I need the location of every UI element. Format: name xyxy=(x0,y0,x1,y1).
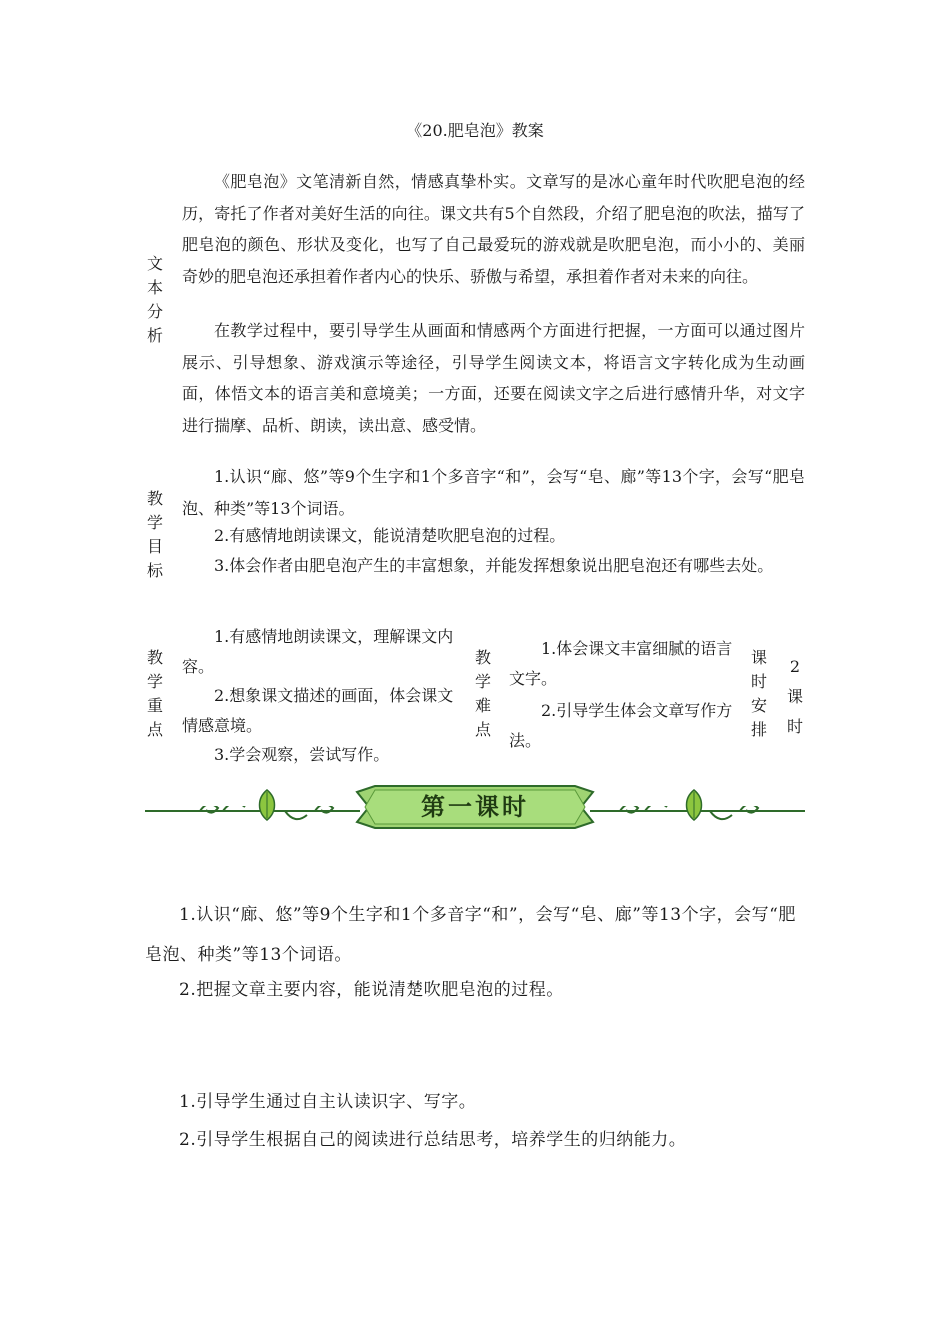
text-analysis-paragraph-2: 在教学过程中，要引导学生从画面和情感两个方面进行把握，一方面可以通过图片展示、引导想象、游戏演示等途径，引导学生阅读文本，将语言文字转化成为生动画面，体悟文本的语言美和意境美；一方面，还要在阅读文字之后进行感情升华，对文字进行揣摩、品析、朗读，读出意、感受情。 xyxy=(182,321,805,435)
difficulty-2: 2.引导学生体会文章写作方法。 xyxy=(509,701,733,750)
teaching-goals-label: 教 学 目 标 xyxy=(146,489,163,580)
key-point-1: 1.有感情地朗读课文，理解课文内容。 xyxy=(182,627,454,676)
text-analysis-paragraph-1: 《肥皂泡》文笔清新自然，情感真挚朴实。文章写的是冰心童年时代吹肥皂泡的经历，寄托了作者对美好生活的向往。课文共有5个自然段，介绍了肥皂泡的吹法，描写了肥皂泡的颜色、形状及变化，也写了自己最爱玩的游戏就是吹肥皂泡，而小小的、美丽奇妙的肥皂泡还承担着作者内心的快乐、骄傲与希望，承担着作者对未来的向往。 xyxy=(182,172,805,286)
lesson-method-1: 1.引导学生通过自主认读识字、写字。 xyxy=(179,1092,477,1112)
right-leaf-icon xyxy=(682,788,706,822)
key-point-2: 2.想象课文描述的画面，体会课文情感意境。 xyxy=(182,686,454,735)
lesson-goal-1: 1.认识“廊、悠”等9个生字和1个多音字“和”，会写“皂、廊”等13个字，会写“肥皂泡、种类”等13个词语。 xyxy=(145,905,796,965)
left-leaf-icon xyxy=(255,788,279,822)
lesson-method-2: 2.引导学生根据自己的阅读进行总结思考，培养学生的归纳能力。 xyxy=(179,1130,687,1150)
key-point-3: 3.学会观察，尝试写作。 xyxy=(214,745,390,764)
text-analysis-label: 文 本 分 析 xyxy=(146,254,163,345)
banner-title: 第一课时 xyxy=(421,792,529,821)
document-title: 《20.肥皂泡》教案 xyxy=(406,121,544,140)
schedule-value: 2 课 时 xyxy=(786,657,803,736)
difficulties-label: 教 学 难 点 xyxy=(474,648,491,739)
teaching-goal-2: 2.有感情地朗读课文，能说清楚吹肥皂泡的过程。 xyxy=(214,526,566,545)
teaching-goal-1: 1.认识“廊、悠”等9个生字和1个多音字“和”，会写“皂、廊”等13个字，会写“肥皂泡、种类”等13个词语。 xyxy=(182,467,805,518)
difficulty-1: 1.体会课文丰富细腻的语言文字。 xyxy=(509,639,733,688)
teaching-goal-3: 3.体会作者由肥皂泡产生的丰富想象，并能发挥想象说出肥皂泡还有哪些去处。 xyxy=(214,556,774,575)
key-points-label: 教 学 重 点 xyxy=(146,648,163,739)
lesson-goal-2: 2.把握文章主要内容，能说清楚吹肥皂泡的过程。 xyxy=(179,980,564,1000)
schedule-label: 课 时 安 排 xyxy=(750,648,767,739)
